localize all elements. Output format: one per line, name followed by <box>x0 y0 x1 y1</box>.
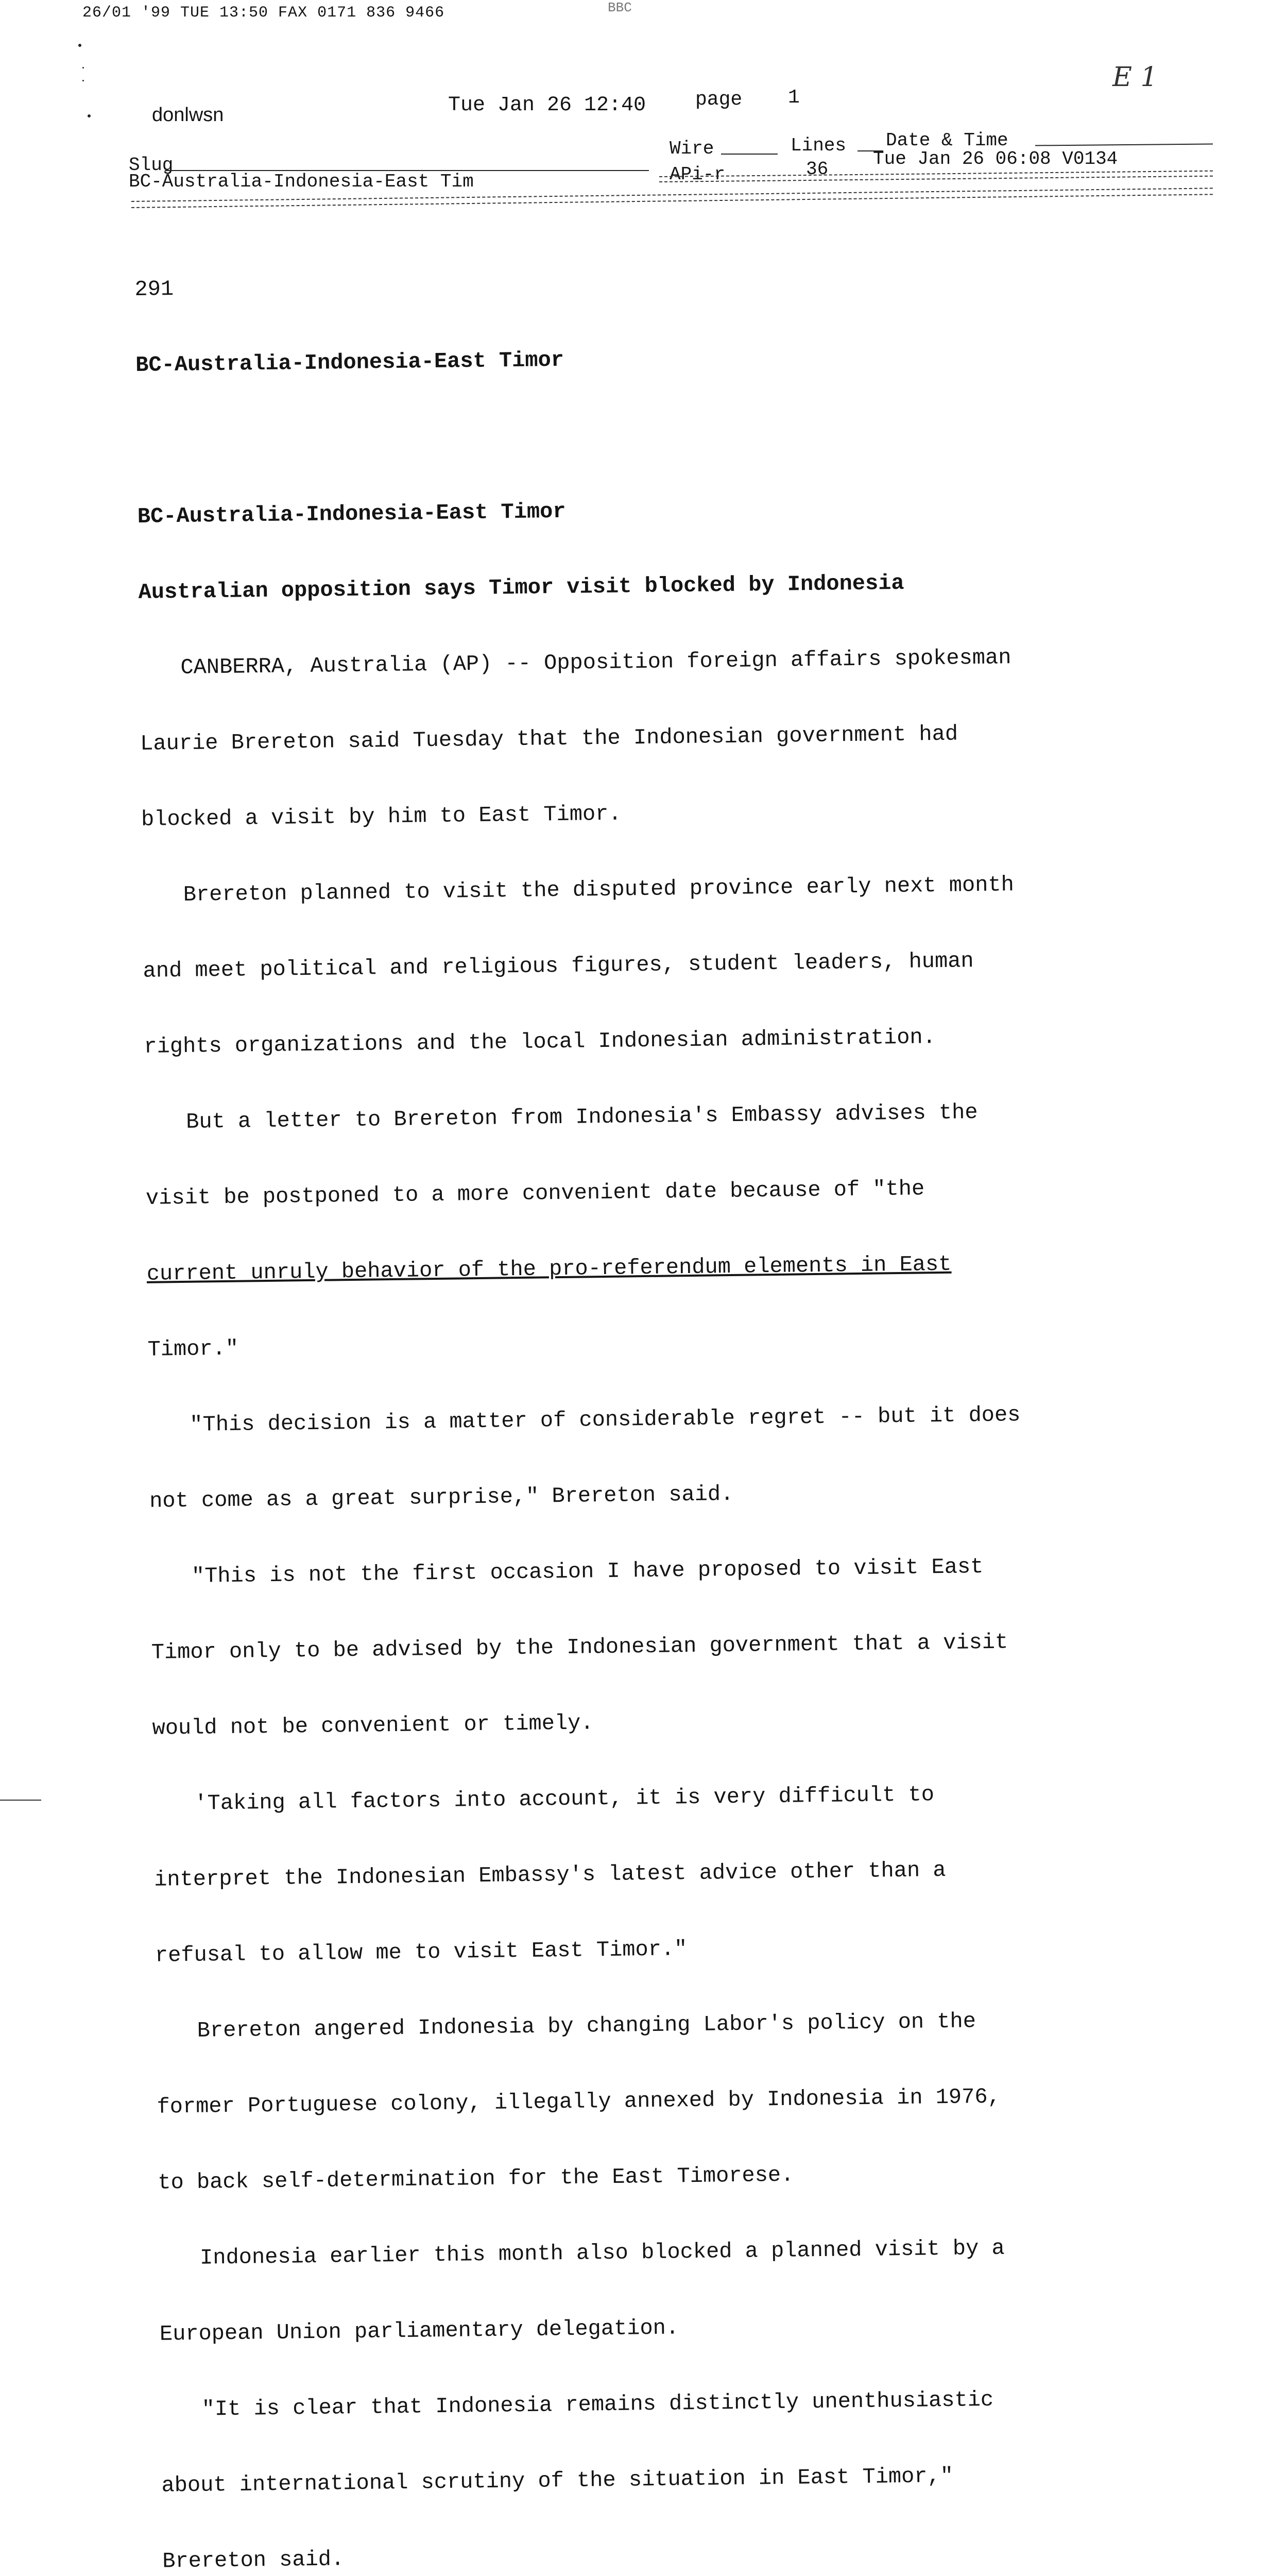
story-line: to back self-determination for the East Timorese. <box>158 2162 794 2195</box>
header-double-rule <box>659 176 1213 182</box>
story-line-underlined: current unruly behavior of the pro-referendum elements in East <box>146 1251 952 1286</box>
slug-column-label: Slug <box>129 155 174 176</box>
wire-underline <box>721 154 778 155</box>
page-edge-mark <box>0 1800 41 1801</box>
story-line: "It is clear that Indonesia remains distinctly unenthusiastic <box>201 2387 994 2422</box>
source-stamp: BBC <box>608 0 632 15</box>
datetime-column-label: Date & Time <box>886 130 1008 151</box>
story-line: would not be convenient or timely. <box>152 1710 594 1741</box>
margin-dot <box>88 114 91 117</box>
story-slug-repeat: BC-Australia-Indonesia-East Timor <box>137 499 566 529</box>
story-line: Brereton angered Indonesia by changing Labor's policy on the <box>197 2009 976 2043</box>
story-line: refusal to allow me to visit East Timor." <box>155 1937 688 1968</box>
wire-value: APi-r <box>670 164 726 185</box>
story-line: and meet political and religious figures, student leaders, human <box>143 948 974 984</box>
story-line: European Union parliamentary delegation. <box>159 2315 679 2347</box>
story-line: Timor." <box>147 1336 239 1362</box>
story-number: 291 <box>134 277 174 302</box>
story-line: interpret the Indonesian Embassy's latest advice other than a <box>153 1857 946 1892</box>
fax-header: 26/01 '99 TUE 13:50 FAX 0171 836 9466 <box>82 4 445 22</box>
header-datetime: Tue Jan 26 12:40 <box>448 94 646 117</box>
header-page-number: 1 <box>788 87 800 109</box>
story-line: "This decision is a matter of considerable regret -- but it does <box>190 1402 1021 1437</box>
spacer <box>136 416 1208 454</box>
story-line: Brereton planned to visit the disputed province early next month <box>183 872 1015 907</box>
story-headline: Australian opposition says Timor visit blocked by Indonesia <box>138 570 904 605</box>
lines-column-label: Lines <box>791 135 847 156</box>
margin-dot <box>82 67 84 69</box>
margin-dot <box>78 44 81 47</box>
story-line: Indonesia earlier this month also blocked a planned visit by a <box>199 2235 1005 2270</box>
story-line: not come as a great surprise," Brereton said. <box>149 1481 734 1514</box>
story-slug: BC-Australia-Indonesia-East Timor <box>135 347 564 378</box>
story-line: Timor only to be advised by the Indonesian government that a visit <box>151 1630 1008 1665</box>
wire-column-label: Wire <box>670 138 714 159</box>
story-line: about international scrutiny of the situation in East Timor," <box>161 2463 954 2498</box>
header-double-rule <box>131 194 1213 208</box>
story-line: rights organizations and the local Indonesian administration. <box>144 1025 936 1059</box>
datetime-value: Tue Jan 26 06:08 V0134 <box>873 148 1118 170</box>
lines-value: 36 <box>806 159 829 180</box>
story-line: Brereton said. <box>162 2547 345 2574</box>
story-body <box>134 214 1237 2576</box>
story-line: blocked a visit by him to East Timor. <box>141 801 622 832</box>
story-line: CANBERRA, Australia (AP) -- Opposition foreign affairs spokesman <box>180 645 1011 680</box>
story-line: 'Taking all factors into account, it is very difficult to <box>194 1782 935 1816</box>
datetime-underline <box>1035 143 1213 146</box>
slug-value: BC-Australia-Indonesia-East Tim <box>129 171 474 192</box>
story-line: former Portuguese colony, illegally annexed by Indonesia in 1976, <box>157 2084 1001 2120</box>
user-id: donlwsn <box>152 104 224 126</box>
story-line: But a letter to Brereton from Indonesia's Embassy advises the <box>185 1100 978 1134</box>
header-page-label: page <box>695 89 743 111</box>
story-line: "This is not the first occasion I have proposed to visit East <box>191 1554 984 1589</box>
story-line: Laurie Brereton said Tuesday that the Indonesian government had <box>140 721 958 756</box>
story-line: visit be postponed to a more convenient date because of "the <box>145 1176 925 1211</box>
handwritten-mark: E 1 <box>1112 62 1158 93</box>
margin-dot <box>82 80 84 81</box>
